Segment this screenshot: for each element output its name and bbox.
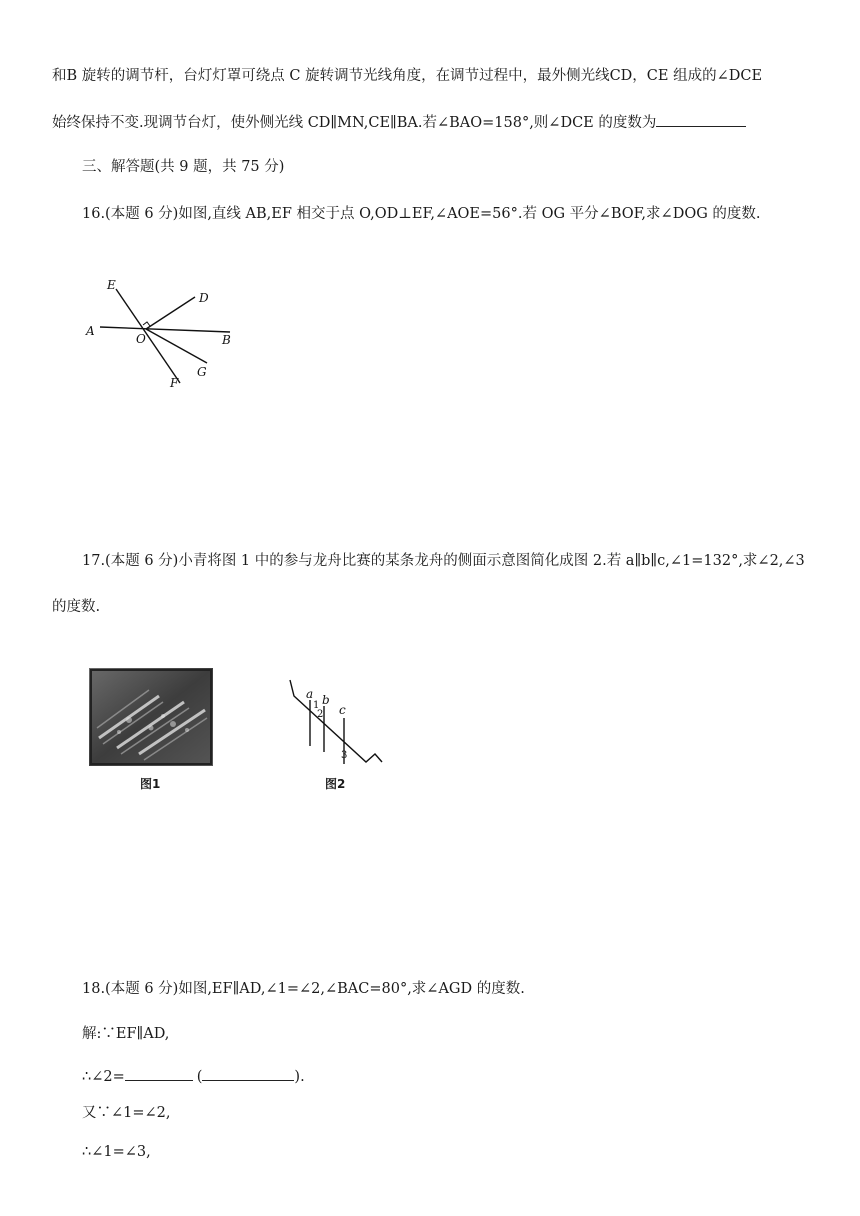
right-angle-mark [143, 322, 150, 326]
label-f: F [170, 376, 179, 390]
label-c: c [339, 703, 346, 717]
q16-text: 16.(本题 6 分)如图,直线 AB,EF 相交于点 O,OD⊥EF,∠AOE=56°.若 OG 平分∠BOF,求∠DOG 的度数. [82, 206, 761, 222]
label-angle-3: 3 [341, 750, 348, 761]
q15-text-line1: 和B 旋转的调节杆，台灯灯罩可绕点 C 旋转调节光线角度，在调节过程中，最外侧光线CD，CE 组成的∠DCE [52, 68, 763, 84]
line-ab [100, 327, 230, 332]
label-o: O [136, 332, 146, 346]
label-a: A [86, 324, 95, 338]
label-angle-2: 2 [317, 709, 324, 720]
line-ef [116, 289, 180, 383]
q17-figure2-caption: 图2 [325, 777, 346, 791]
q17-text-line2: 的度数. [52, 599, 101, 615]
q17-figure1-photo [89, 668, 213, 766]
q17-text-line1: 17.(本题 6 分)小青将图 1 中的参与龙舟比赛的某条龙舟的侧面示意图简化成图 2.若 a∥b∥c,∠1=132°,求∠2,∠3 [82, 553, 805, 569]
label-angle-1: 1 [313, 700, 320, 711]
q18-step2-blank1[interactable] [125, 1066, 193, 1081]
label-b: B [222, 333, 231, 347]
q18-text: 18.(本题 6 分)如图,EF∥AD,∠1=∠2,∠BAC=80°,求∠AGD 的度数. [82, 981, 525, 997]
label-b: b [322, 693, 330, 707]
boat-outline [290, 680, 382, 762]
section-heading: 三、解答题(共 9 题，共 75 分) [82, 159, 285, 175]
label-a: a [306, 687, 314, 701]
q18-step2-paren-open: ( [196, 1069, 203, 1085]
q17-figure1-caption: 图1 [140, 777, 161, 791]
label-d: D [199, 291, 209, 305]
q15-text-line2 [52, 112, 746, 133]
q18-step2-prefix: ∴∠2= [82, 1069, 125, 1085]
q18-step2-paren-close: ). [294, 1069, 305, 1085]
label-e: E [107, 278, 116, 292]
q17-figure2-diagram [282, 676, 392, 771]
q18-step4: ∴∠1=∠3, [82, 1144, 151, 1160]
q15-answer-blank[interactable] [656, 112, 746, 127]
q18-step2 [82, 1066, 305, 1087]
q16-figure [80, 275, 250, 395]
label-g: G [197, 365, 207, 379]
q18-step1: 解:∵EF∥AD, [82, 1026, 170, 1042]
q15-text-line2-content: 始终保持不变.现调节台灯，使外侧光线 CD∥MN,CE∥BA.若∠BAO=158°,则∠DCE 的度数为 [52, 115, 657, 131]
q18-step3: 又∵∠1=∠2, [82, 1105, 171, 1121]
q18-step2-blank2[interactable] [202, 1066, 294, 1081]
ray-od [146, 297, 195, 329]
